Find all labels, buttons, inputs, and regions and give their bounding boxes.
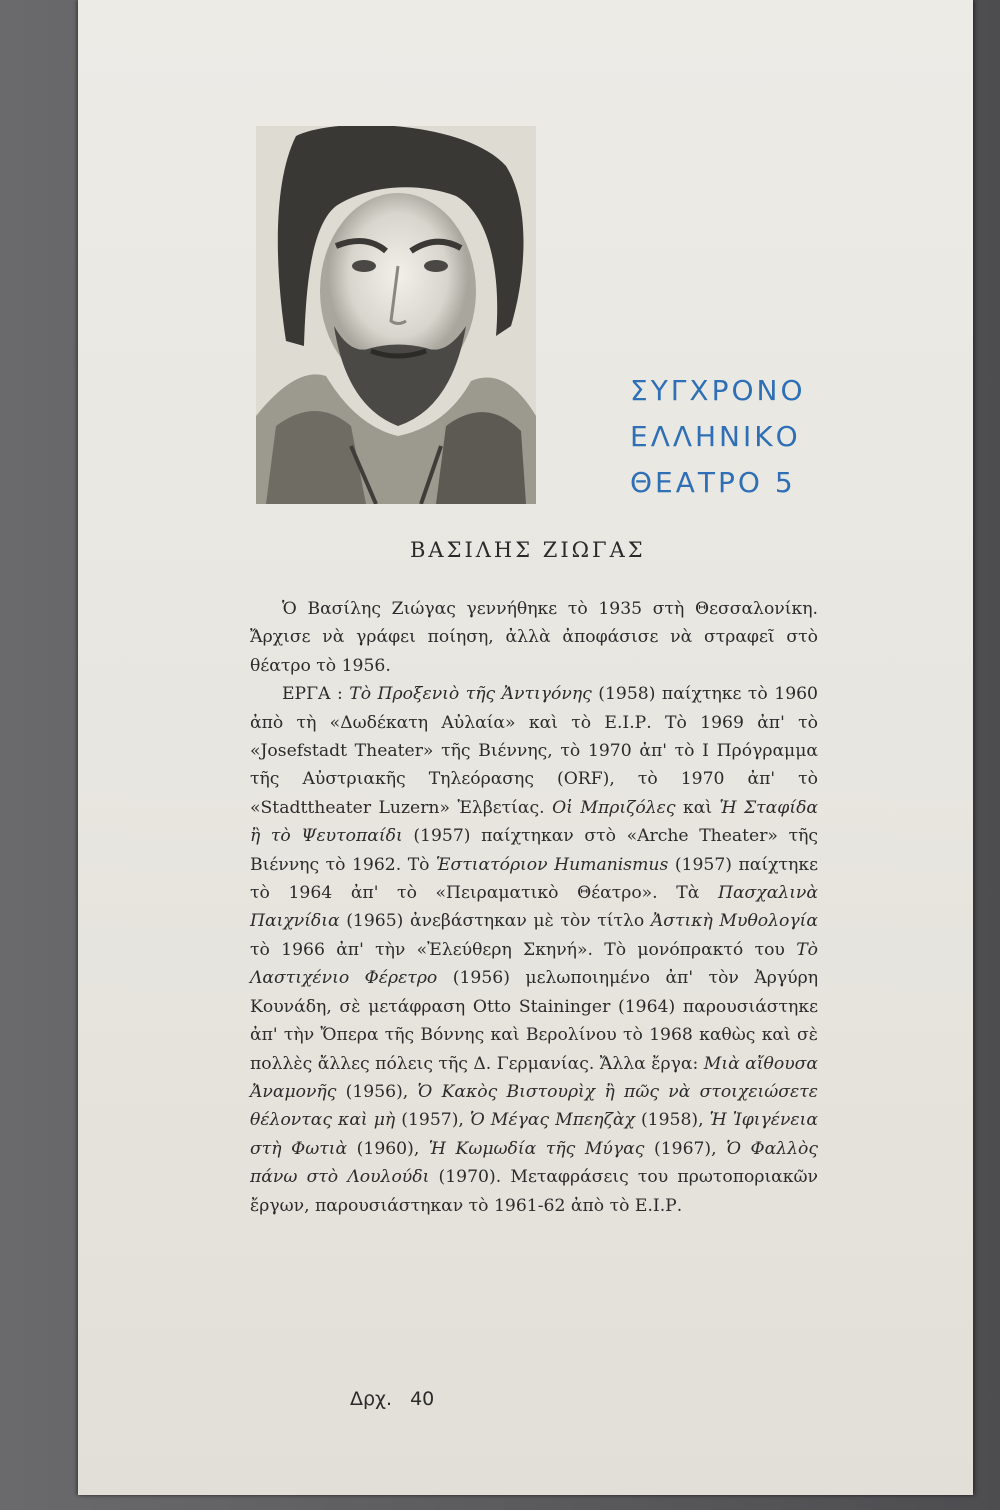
series-title-line-1: ΣΥΓΧΡΟΝΟ bbox=[630, 374, 806, 407]
price-value: 40 bbox=[410, 1388, 435, 1410]
work-title: Ἡ Σταφίδα ἢ τὸ Ψευτοπαίδι bbox=[250, 797, 819, 847]
work-title: Τὸ Προξενιὸ τῆς Ἀντιγόνης bbox=[349, 684, 592, 705]
series-title-line-2: ΕΛΛΗΝΙΚΟ bbox=[630, 420, 801, 453]
price-label bbox=[350, 1388, 452, 1410]
work-title: Ἑστιατόριον Humanismus bbox=[436, 854, 669, 875]
work-text: (1970). Μεταφράσεις του πρωτοποριακῶν ἔργων, παρουσιάστηκαν τὸ 1961-62 ἀπὸ τὸ Ε.Ι.Ρ. bbox=[250, 1167, 818, 1216]
work-title: Ἡ Ἰφιγένεια στὴ Φωτιὰ bbox=[250, 1110, 818, 1159]
work-title: Ἡ Κωμωδία τῆς Μύγας bbox=[428, 1138, 645, 1159]
work-title: Ὁ Μέγας Μπεηζὰχ bbox=[469, 1110, 635, 1131]
work-title: Ἀστικὴ Μυθολογία bbox=[650, 911, 818, 932]
work-title: Πασχαλινὰ Παιχνίδια bbox=[250, 883, 818, 932]
work-text: (1957) παίχτηκε τὸ 1964 ἀπ' τὸ «Πειραματικὸ Θέατρο». Τὰ bbox=[250, 854, 818, 904]
price-currency: Δρχ. bbox=[350, 1388, 393, 1410]
work-text: καὶ bbox=[675, 797, 720, 818]
work-text: (1967), bbox=[644, 1138, 727, 1159]
work-title: Οἱ Μπριζόλες bbox=[552, 797, 676, 818]
work-title: Μιὰ αἴθουσα Ἀναμονῆς bbox=[250, 1053, 818, 1102]
work-text: (1960), bbox=[347, 1138, 429, 1159]
author-portrait-photo bbox=[256, 126, 536, 504]
work-text: τὸ 1966 ἀπ' τὴν «Ἐλεύθερη Σκηνή». Τὸ μονόπρακτό του bbox=[250, 939, 797, 960]
booklet-cover bbox=[78, 0, 973, 1495]
biography-text bbox=[250, 595, 818, 1220]
work-title: Ὁ Φαλλὸς πάνω στὸ Λουλούδι bbox=[250, 1138, 818, 1188]
work-text: (1958) παίχτηκε τὸ 1960 ἀπὸ τὴ «Δωδέκατη Αὐλαία» καὶ τὸ Ε.Ι.Ρ. Τὸ 1969 ἀπ' τὸ «Josefstadt Theater» τῆς Βιέννης, τὸ 1970 ἀπ' τὸ Ι Πρόγραμμα τῆς Αὐστριακῆς Τηλεόρασης (ORF), τὸ 1970 ἀπ' τὸ «Stadttheater Luzern» Ἑλβετίας. bbox=[250, 684, 818, 818]
work-title: Ὁ Κακὸς Βιστουρὶχ ἢ πῶς νὰ στοιχειώσετε θέλοντας καὶ μὴ bbox=[250, 1081, 818, 1131]
work-text: (1956) μελωποιημένο ἀπ' τὸν Ἀργύρη Κουνάδη, σὲ μετάφραση Otto Staininger (1964) παρουσιάστηκε ἀπ' τὴν Ὄπερα τῆς Βόννης καὶ Βερολίνου τὸ 1968 καθὼς καὶ σὲ πολλὲς ἄλλες πόλεις τῆς Δ. Γερμανίας. Ἄλλα ἔργα: bbox=[250, 968, 818, 1074]
work-text: (1958), bbox=[634, 1110, 710, 1131]
work-text: (1957) παίχτηκαν στὸ «Arche Theater» τῆς Βιέννης τὸ 1962. Τὸ bbox=[250, 826, 818, 875]
bio-works-paragraph bbox=[250, 680, 818, 1220]
series-title-line-3: ΘΕΑΤΡΟ 5 bbox=[630, 466, 796, 499]
series-title bbox=[630, 368, 850, 506]
bio-intro-paragraph: Ὁ Βασίλης Ζιώγας γεννήθηκε τὸ 1935 στὴ Θεσσαλονίκη. Ἄρχισε νὰ γράφει ποίηση, ἀλλὰ ἀποφάσισε νὰ στραφεῖ στὸ θέατρο τὸ 1956. bbox=[250, 599, 818, 676]
work-text: (1956), bbox=[336, 1081, 418, 1102]
work-text: (1957), bbox=[395, 1110, 470, 1131]
work-title: Τὸ Λαστιχένιο Φέρετρο bbox=[250, 939, 818, 989]
author-name-heading: ΒΑΣΙΛΗΣ ΖΙΩΓΑΣ bbox=[410, 538, 646, 562]
work-text: (1965) ἀνεβάστηκαν μὲ τὸν τίτλο bbox=[339, 911, 651, 932]
works-label: ΕΡΓΑ : bbox=[282, 684, 343, 705]
